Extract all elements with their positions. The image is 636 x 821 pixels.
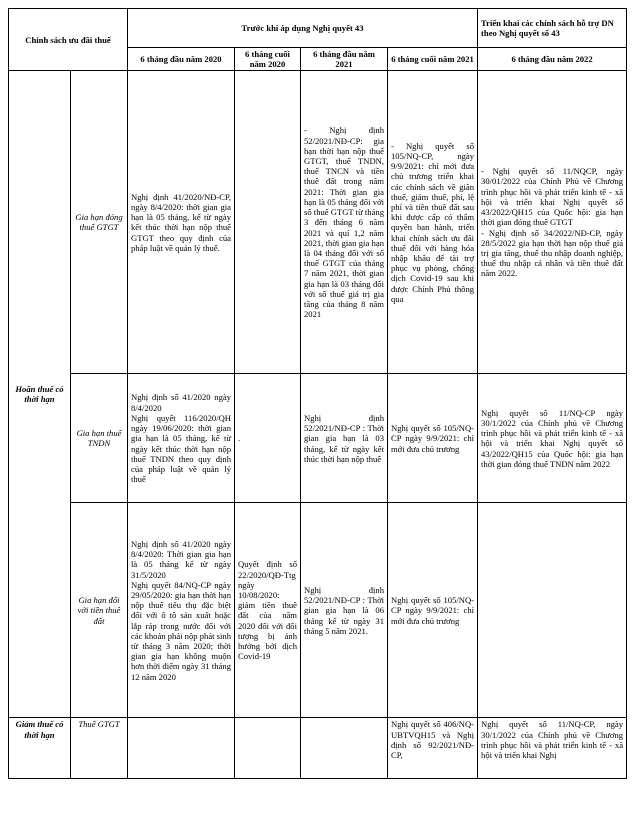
row-label: Thuế GTGT: [71, 718, 128, 779]
table-cell: [235, 718, 301, 779]
table-row: [9, 71, 627, 374]
table-cell: Nghị định số 41/2020 ngày 8/4/2020 Nghị quyết 116/2020/QH ngày 19/06/2020: thời gian gia hạn là 05 tháng, kể từ ngày kết thúc thời hạn nộp thuế TNDN theo quy định của pháp luật về quản lý thuế: [128, 374, 235, 503]
category-label: Hoãn thuế có thời hạn: [9, 71, 71, 718]
table-cell: - Nghị quyết số 11/NQCP, ngày 30/01/2022 của Chính Phủ về Chương trình phục hồi và phát triển kinh tế - xã hội và triển khai Nghị quyết số 43/2022/QH15 của Quốc hội: gia hạn thời gian đóng thuế GTGT - Nghị định số 34/2022/NĐ-CP, ngày 28/5/2022 gia hạn thời hạn nộp thuế giá trị gia tăng, thuế thu nhập doanh nghiệp, thuế thu nhập cá nhân và tiền thuê đất năm 2022.: [478, 71, 627, 374]
table-row: [9, 374, 627, 503]
table-cell: Nghị định 52/2021/NĐ-CP : Thời gian gia hạn là 03 tháng, kể từ ngày kết thúc thời hạn nộp thuế: [301, 374, 388, 503]
header-period: 6 tháng đầu năm 2022: [478, 48, 627, 71]
category-label: Giảm thuế có thời hạn: [9, 718, 71, 779]
table-cell: [235, 71, 301, 374]
table-cell: Quyết định số 22/2020/QĐ-Ttg ngày 10/08/2020: giảm tiền thuê đất của năm 2020 đối với đối tượng bị ảnh hưởng bởi dịch Covid-19: [235, 503, 301, 718]
table-row: [9, 503, 627, 718]
table-cell: Nghị định 52/2021/NĐ-CP : Thời gian gia hạn là 06 tháng kể từ ngày 31 tháng 5 năm 2021.: [301, 503, 388, 718]
table-cell: Nghị định số 41/2020 ngày 8/4/2020: Thời gian gia hạn là 05 tháng kể từ ngày 31/5/2020 Nghị quyết 84/NQ-CP ngày 29/05/2020: gia hạn thời hạn nộp thuế tiêu thụ đặc biệt đối với ô tô sản xuất hoặc lắp ráp trong nước đối với các khoản phải nộp phát sinh từ tháng 3 năm 2020; thời gian gia hạn không muộn hơn thời điểm ngày 31 tháng 12 năm 2020: [128, 503, 235, 718]
table-cell: Nghị quyết số 105/NQ-CP ngày 9/9/2021: chỉ mới đưa chủ trương: [388, 503, 478, 718]
table-cell: Nghị định 41/2020/NĐ-CP, ngày 8/4/2020: thời gian gia hạn là 05 tháng, kể từ ngày kết thúc thời hạn nộp thuế GTGT theo quy định của pháp luật về quản lý thuế.: [128, 71, 235, 374]
header-period: 6 tháng cuối năm 2020: [235, 48, 301, 71]
table-cell: Nghị quyết số 11/NQ-CP ngày 30/1/2022 của Chính phủ về Chương trình phục hồi và phát triển kinh tế - xã hội và triển khai Nghị quyết số 43/2022/QH15 của Quốc hội: gia hạn thời gian đóng thuế TNDN năm 2022: [478, 374, 627, 503]
header-after: Triển khai các chính sách hỗ trợ DN theo Nghị quyết số 43: [478, 9, 627, 48]
table-cell: .: [235, 374, 301, 503]
header-before: Trước khi áp dụng Nghị quyết 43: [128, 9, 478, 48]
table-cell: [128, 718, 235, 779]
header-period: 6 tháng cuối năm 2021: [388, 48, 478, 71]
header-row-1: [9, 9, 627, 48]
table-cell: Nghị quyết số 105/NQ-CP ngày 9/9/2021: chỉ mới đưa chủ trương: [388, 374, 478, 503]
policy-table-page: [8, 8, 626, 779]
row-label: Gia hạn đối với tiền thuê đất: [71, 503, 128, 718]
row-label: Gia hạn đóng thuế GTGT: [71, 71, 128, 374]
tax-policy-table: [8, 8, 627, 779]
table-cell: - Nghị quyết số 105/NQ-CP, ngày 9/9/2021: chỉ mới đưa chủ trương triển khai các chính sách về giãn thuế, giảm thuế, phí, lệ phí và tiền thuê đất sau khi được cấp có thẩm quyền ban hành, triển khai chính sách ưu đãi thuế đối với hàng hóa nhập khẩu để tài trợ phục vụ phòng, chống dịch Covid-19 sau khi được Chính Phủ thông qua: [388, 71, 478, 374]
header-policy: Chính sách ưu đãi thuế: [9, 9, 128, 71]
cell-text: Nghị quyết số 11/NQ-CP, ngày 30/1/2022 của Chính phủ về Chương trình phục hồi và phát triển kinh tế - xã hội và triển khai Nghị: [481, 719, 624, 761]
table-cell: [478, 503, 627, 718]
table-cell: [388, 718, 478, 779]
table-cell: [478, 718, 627, 779]
header-period: 6 tháng đầu năm 2020: [128, 48, 235, 71]
table-cell: - Nghị định 52/2021/NĐ-CP: gia hạn thời hạn nộp thuế GTGT, thuế TNDN, thuế TNCN và tiền thuê đất trong năm 2021: Thời gian gia hạn là 05 tháng đối với số thuế GTGT từ tháng 3 đến tháng 6 năm 2021 và quí 1,2 năm 2021, thời gian gia hạn là 04 tháng đối với số thuế GTGT của tháng 7 năm 2021, thời gian gia hạn là 03 tháng đối với số thuế giá trị gia tăng của tháng 8 năm 2021: [301, 71, 388, 374]
row-label: Gia hạn thuế TNDN: [71, 374, 128, 503]
header-period: 6 tháng đầu năm 2021: [301, 48, 388, 71]
cell-text: Nghị quyết số 406/NQ-UBTVQH15 và Nghị định số 92/2021/NĐ-CP,: [391, 719, 475, 761]
table-cell: [301, 718, 388, 779]
table-row: [9, 718, 627, 779]
